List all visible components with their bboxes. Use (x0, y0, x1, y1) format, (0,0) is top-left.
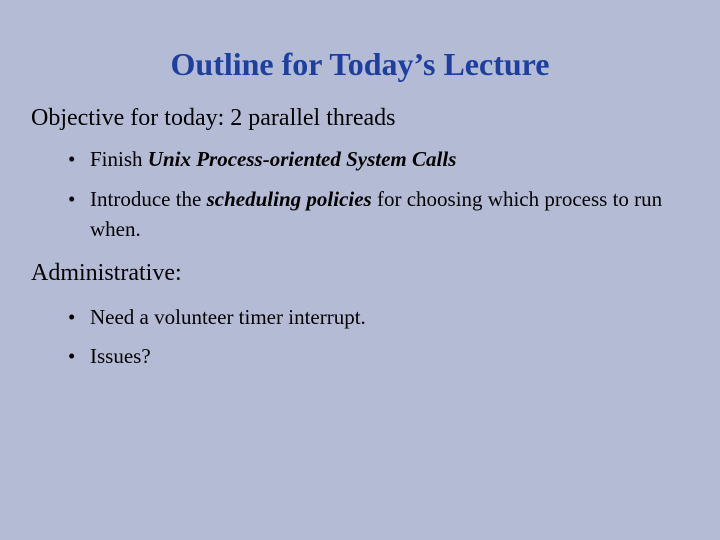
bullet-icon: • (68, 147, 76, 171)
emphasized-text: scheduling policies (206, 187, 372, 211)
list-item-text: Issues? (90, 344, 151, 368)
bullet-icon: • (68, 305, 76, 329)
list-item-text (90, 184, 668, 244)
section-heading-administrative: Administrative: (31, 260, 182, 286)
text-after: for choosing which process to run when. (90, 187, 663, 241)
list-item-text: Need a volunteer timer interrupt. (90, 305, 366, 329)
list-item-text (90, 144, 668, 174)
text-before: Finish (90, 147, 148, 171)
list-item (68, 144, 668, 174)
emphasized-text: Unix Process-oriented System Calls (147, 147, 457, 171)
list-item (68, 302, 668, 332)
section-heading-objective: Objective for today: 2 parallel threads (31, 105, 396, 131)
text-before: Introduce the (90, 187, 207, 211)
bullet-icon: • (68, 344, 76, 368)
list-item (68, 184, 668, 244)
slide-title: Outline for Today’s Lecture (170, 46, 550, 82)
list-item (68, 341, 668, 371)
bullet-icon: • (68, 187, 76, 211)
